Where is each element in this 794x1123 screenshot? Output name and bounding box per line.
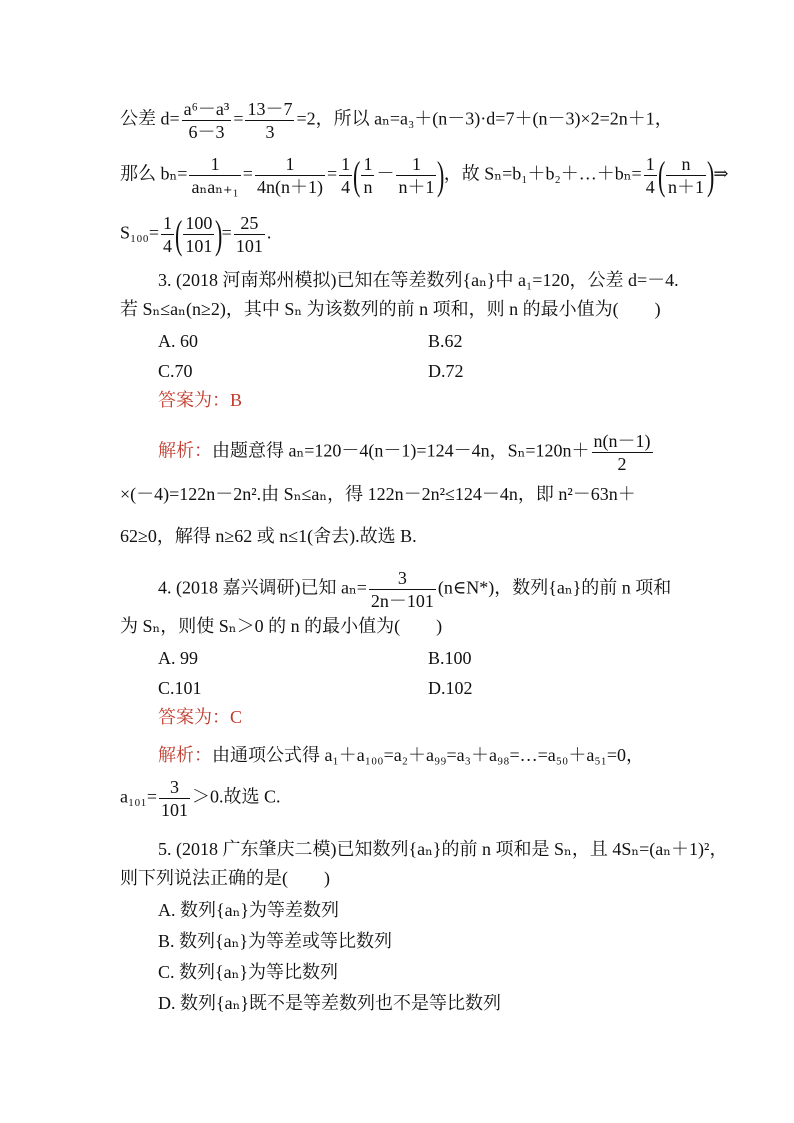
numerator: n(n－1) bbox=[593, 431, 651, 451]
q3-option-c: C.70 bbox=[158, 361, 193, 381]
text: ＞0.故选 C. bbox=[191, 786, 281, 807]
text: 由通项公式得 a₁＋a₁₀₀=a₂＋a₉₉=a₃＋a₉₈=…=a₅₀＋a₅₁=0， bbox=[212, 745, 645, 765]
q5-stem-line-2: 则下列说法正确的是( ) bbox=[120, 868, 330, 888]
solution-line-3: S₁₀₀= $\frac{1}{4}$ ( $\frac{100}{101}$ )= $\frac{25}{101}$ . bbox=[120, 211, 272, 257]
fraction bbox=[159, 776, 190, 821]
q4-answer: 答案为：C bbox=[158, 707, 243, 727]
left-paren: ( bbox=[174, 211, 183, 257]
text: (n∈N*)，数列{aₙ}的前 n 项和 bbox=[437, 577, 672, 598]
fraction bbox=[369, 567, 436, 612]
denominator: 101 bbox=[235, 236, 263, 256]
fraction bbox=[666, 153, 706, 198]
left-paren: ( bbox=[657, 152, 666, 198]
text: . bbox=[266, 222, 272, 243]
fraction bbox=[339, 153, 352, 198]
fraction bbox=[182, 98, 232, 143]
q3-option-d: D.72 bbox=[428, 361, 464, 381]
numerator: 1 bbox=[255, 153, 325, 176]
text: =2，所以 aₙ=a₃＋(n－3)·d=7＋(n－3)×2=2n＋1， bbox=[296, 108, 673, 129]
denominator: 4 bbox=[341, 177, 351, 197]
q3-option-b: B.62 bbox=[428, 331, 463, 351]
text: ，故 Sₙ=b₁＋b₂＋…＋bₙ= bbox=[443, 163, 642, 184]
q4-explanation-line-1 bbox=[158, 743, 644, 767]
numerator: 100 bbox=[185, 213, 213, 233]
denominator: 2 bbox=[617, 454, 627, 474]
numerator: 1 bbox=[341, 154, 351, 174]
numerator: 1 bbox=[163, 213, 172, 233]
q5-option-b: B. 数列{aₙ}为等差或等比数列 bbox=[158, 931, 393, 951]
q4-option-c: C.101 bbox=[158, 678, 202, 698]
denominator: 4n(n＋1) bbox=[256, 177, 323, 197]
q5-option-d: D. 数列{aₙ}既不是等差数列也不是等比数列 bbox=[158, 993, 502, 1013]
right-paren: ) bbox=[215, 211, 223, 257]
denominator: 3 bbox=[265, 122, 275, 142]
numerator: 1 bbox=[189, 153, 240, 176]
q3-explanation-line-2: ×(－4)=122n－2n².由 Sₙ≤aₙ，得 122n－2n²≤124－4n，即 n²－63n＋ bbox=[120, 484, 636, 504]
q5-option-a: A. 数列{aₙ}为等差数列 bbox=[158, 900, 340, 920]
fraction bbox=[234, 212, 265, 257]
fraction bbox=[183, 212, 214, 257]
solution-line-2: 那么 bₙ= $\frac{1}{\text{aₙaₙ₊₁}}$ = $\frac{1}{4n(n+1)}$ = $\frac{1}{4}$ ( $\frac{1}{n}$ － $\frac{1}{n+1}$ )，故 Sₙ=b₁＋b₂＋…＋bₙ= $\frac{1}{4}$ ( $\frac{n}{n+1}$ )⇒ bbox=[120, 152, 729, 198]
fraction bbox=[255, 153, 325, 198]
right-paren: ) bbox=[707, 152, 715, 198]
numerator: a⁶－a³ bbox=[183, 99, 230, 119]
left-paren: ( bbox=[353, 152, 361, 198]
q4-option-a: A. 99 bbox=[158, 648, 198, 668]
fraction bbox=[189, 153, 240, 198]
q4-explanation-line-2 bbox=[120, 776, 280, 821]
numerator: 1 bbox=[363, 154, 373, 174]
fraction bbox=[592, 430, 653, 475]
q3-explanation-line-1 bbox=[158, 430, 655, 475]
text: S₁₀₀= bbox=[120, 222, 159, 243]
q3-option-a: A. 60 bbox=[158, 331, 198, 351]
numerator: 13－7 bbox=[247, 99, 293, 119]
q4-option-d: D.102 bbox=[428, 678, 473, 698]
numerator: 1 bbox=[396, 153, 436, 176]
denominator: n＋1 bbox=[668, 177, 705, 197]
fraction bbox=[396, 153, 436, 198]
solution-line-1 bbox=[120, 98, 673, 143]
explanation-label: 解析： bbox=[158, 440, 212, 461]
text: 4. (2018 嘉兴调研)已知 aₙ= bbox=[158, 577, 367, 598]
text: ⇒ bbox=[713, 163, 729, 184]
denominator: 4 bbox=[645, 177, 655, 197]
q4-option-b: B.100 bbox=[428, 648, 472, 668]
numerator: n bbox=[666, 153, 706, 176]
denominator: n＋1 bbox=[398, 177, 435, 197]
text: 公差 d= bbox=[120, 108, 180, 129]
denominator: 101 bbox=[185, 236, 213, 256]
q3-stem-line-2: 若 Sₙ≤aₙ(n≥2)，其中 Sₙ 为该数列的前 n 项和，则 n 的最小值为( ) bbox=[120, 299, 661, 319]
fraction bbox=[161, 212, 174, 257]
denominator: 2n－101 bbox=[370, 591, 434, 611]
denominator: 6－3 bbox=[188, 122, 225, 142]
q3-stem-line-1: 3. (2018 河南郑州模拟)已知在等差数列{aₙ}中 a₁=120，公差 d=－4. bbox=[158, 270, 679, 290]
text: 那么 bₙ= bbox=[120, 163, 188, 184]
q5-stem-line-1: 5. (2018 广东肇庆二模)已知数列{aₙ}的前 n 项和是 Sₙ，且 4Sₙ=(aₙ＋1)²， bbox=[158, 839, 728, 859]
fraction bbox=[245, 98, 294, 143]
fraction bbox=[644, 153, 657, 198]
numerator: 3 bbox=[369, 567, 436, 590]
denominator: 4 bbox=[163, 236, 172, 256]
text: = bbox=[233, 108, 244, 129]
text: a₁₀₁= bbox=[120, 786, 157, 807]
numerator: 3 bbox=[159, 776, 190, 799]
denominator: n bbox=[363, 177, 373, 197]
q5-option-c: C. 数列{aₙ}为等比数列 bbox=[158, 962, 339, 982]
fraction bbox=[361, 153, 374, 198]
numerator: 1 bbox=[645, 154, 655, 174]
text: 由题意得 aₙ=120－4(n－1)=124－4n，Sₙ=120n＋ bbox=[212, 440, 590, 461]
q3-answer: 答案为：B bbox=[158, 390, 243, 410]
explanation-label: 解析： bbox=[158, 745, 212, 765]
right-paren: ) bbox=[437, 152, 445, 198]
q4-stem-line-2: 为 Sₙ，则使 Sₙ＞0 的 n 的最小值为( ) bbox=[120, 616, 443, 636]
q4-stem-line-1 bbox=[158, 567, 671, 612]
numerator: 25 bbox=[234, 212, 265, 235]
denominator: 101 bbox=[160, 800, 188, 820]
denominator: aₙaₙ₊₁ bbox=[191, 177, 239, 197]
q3-explanation-line-3: 62≥0，解得 n≥62 或 n≤1(舍去).故选 B. bbox=[120, 526, 417, 546]
